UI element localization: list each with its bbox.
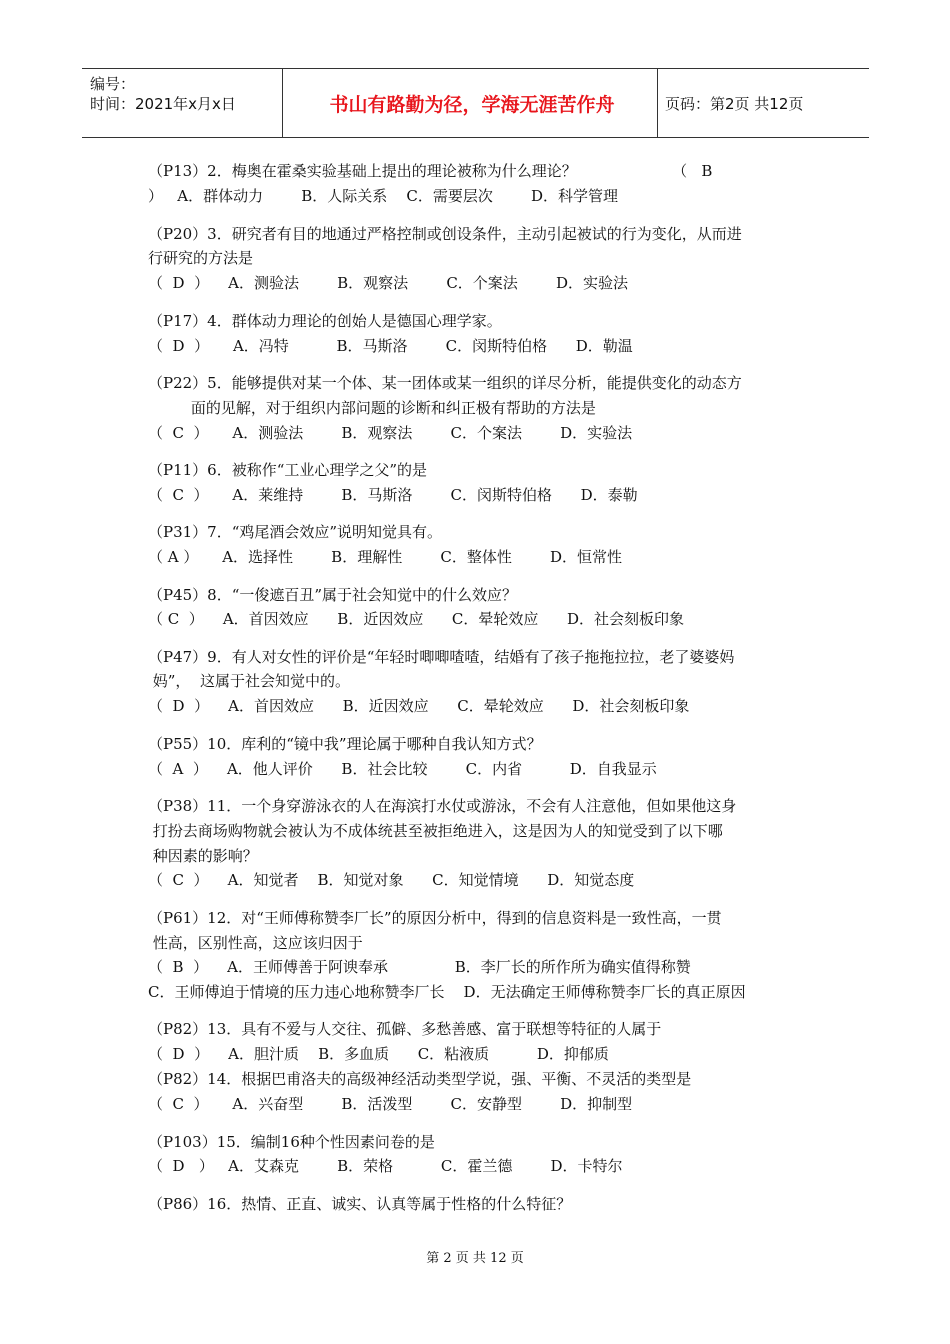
text-line: 性高，区别性高，这应该归因于: [148, 934, 363, 952]
text-line: 面的见解，对于组织内部问题的诊断和纠正极有帮助的方法是: [148, 399, 596, 417]
text-line: （P61）12．对“王师傅称赞李厂长”的原因分析中，得到的信息资料是一致性高，一贯: [148, 909, 722, 927]
text-line: （P38）11．一个身穿游泳衣的人在海滨打水仗或游泳，不会有人注意他，但如果他这身: [148, 797, 737, 815]
text-line: （ C ） A．莱维持 B．马斯洛 C．闵斯特伯格 D．泰勒: [148, 486, 638, 504]
text-line: （P55）10．库利的“镜中我”理论属于哪种自我认知方式？: [148, 735, 542, 753]
text-line: 打扮去商场购物就会被认为不成体统甚至被拒绝进入，这是因为人的知觉受到了以下哪: [148, 822, 723, 840]
text-line: （ C ） A．首因效应 B．近因效应 C．晕轮效应 D．社会刻板印象: [148, 610, 685, 628]
text-line: （ D ） A．首因效应 B．近因效应 C．晕轮效应 D．社会刻板印象: [148, 697, 690, 715]
date-label: 时间：2021年x月x日: [90, 95, 236, 113]
text-line: （P31）7．“鸡尾酒会效应”说明知觉具有。: [148, 523, 443, 541]
text-line: （P22）5．能够提供对某一个体、某一团体或某一组织的详尽分析，能提供变化的动态方: [148, 374, 742, 392]
page-info: 页码：第2页 共12页: [665, 95, 804, 113]
text-line: （P47）9．有人对女性的评价是“年轻时唧唧喳喳，结婚有了孩子拖拖拉拉，老了婆婆妈: [148, 648, 735, 666]
text-line: （P17）4．群体动力理论的创始人是德国心理学家。: [148, 312, 502, 330]
text-line: （ A ） A．选择性 B．理解性 C．整体性 D．恒常性: [148, 548, 623, 566]
text-line: （P86）16．热情、正直、诚实、认真等属于性格的什么特征？: [148, 1195, 572, 1213]
text-line: （ B ） A．王师傅善于阿谀奉承 B．李厂长的所作所为确实值得称赞: [148, 958, 691, 976]
text-line: （ C ） A．知觉者 B．知觉对象 C．知觉情境 D．知觉态度: [148, 871, 635, 889]
text-line: （ C ） A．测验法 B．观察法 C．个案法 D．实验法: [148, 424, 633, 442]
text-line: （P82）14．根据巴甫洛夫的高级神经活动类型学说，强、平衡、不灵活的类型是: [148, 1070, 692, 1088]
text-line: （ D ） A．艾森克 B．荣格 C．霍兰德 D．卡特尔: [148, 1157, 623, 1175]
text-line: （P45）8．“一俊遮百丑”属于社会知觉中的什么效应？: [148, 586, 518, 604]
text-line: 行研究的方法是: [148, 249, 254, 267]
text-line: （P11）6．被称作“工业心理学之父”的是: [148, 461, 428, 479]
header-motto: 书山有路勤为径，学海无涯苦作舟: [329, 94, 615, 116]
text-line: C．王师傅迫于情境的压力违心地称赞李厂长 D．无法确定王师傅称赞李厂长的真正原因: [148, 983, 746, 1001]
text-line: （P13）2．梅奥在霍桑实验基础上提出的理论被称为什么理论？ （ B: [148, 162, 713, 180]
text-line: （ C ） A．兴奋型 B．活泼型 C．安静型 D．抑制型: [148, 1095, 633, 1113]
text-line: 种因素的影响？: [148, 847, 258, 865]
text-line: （ D ） A．冯特 B．马斯洛 C．闵斯特伯格 D．勒温: [148, 337, 633, 355]
text-line: ） A．群体动力 B．人际关系 C．需要层次 D．科学管理: [148, 187, 619, 205]
document-number-label: 编号：: [90, 75, 136, 93]
text-line: （P103）15．编制16种个性因素问卷的是: [148, 1133, 435, 1151]
text-line: （P82）13．具有不爱与人交往、孤僻、多愁善感、富于联想等特征的人属于: [148, 1020, 662, 1038]
text-line: （ A ） A．他人评价 B．社会比较 C．内省 D．自我显示: [148, 760, 657, 778]
text-line: （P20）3．研究者有目的地通过严格控制或创设条件，主动引起被试的行为变化，从而进: [148, 225, 742, 243]
text-line: （ D ） A．测验法 B．观察法 C．个案法 D．实验法: [148, 274, 628, 292]
text-line: 妈”， 这属于社会知觉中的。: [148, 672, 350, 690]
page-header: [82, 68, 869, 138]
text-line: （ D ） A．胆汁质 B．多血质 C．粘液质 D．抑郁质: [148, 1045, 609, 1063]
page-footer: 第 2 页 共 12 页: [426, 1251, 524, 1266]
